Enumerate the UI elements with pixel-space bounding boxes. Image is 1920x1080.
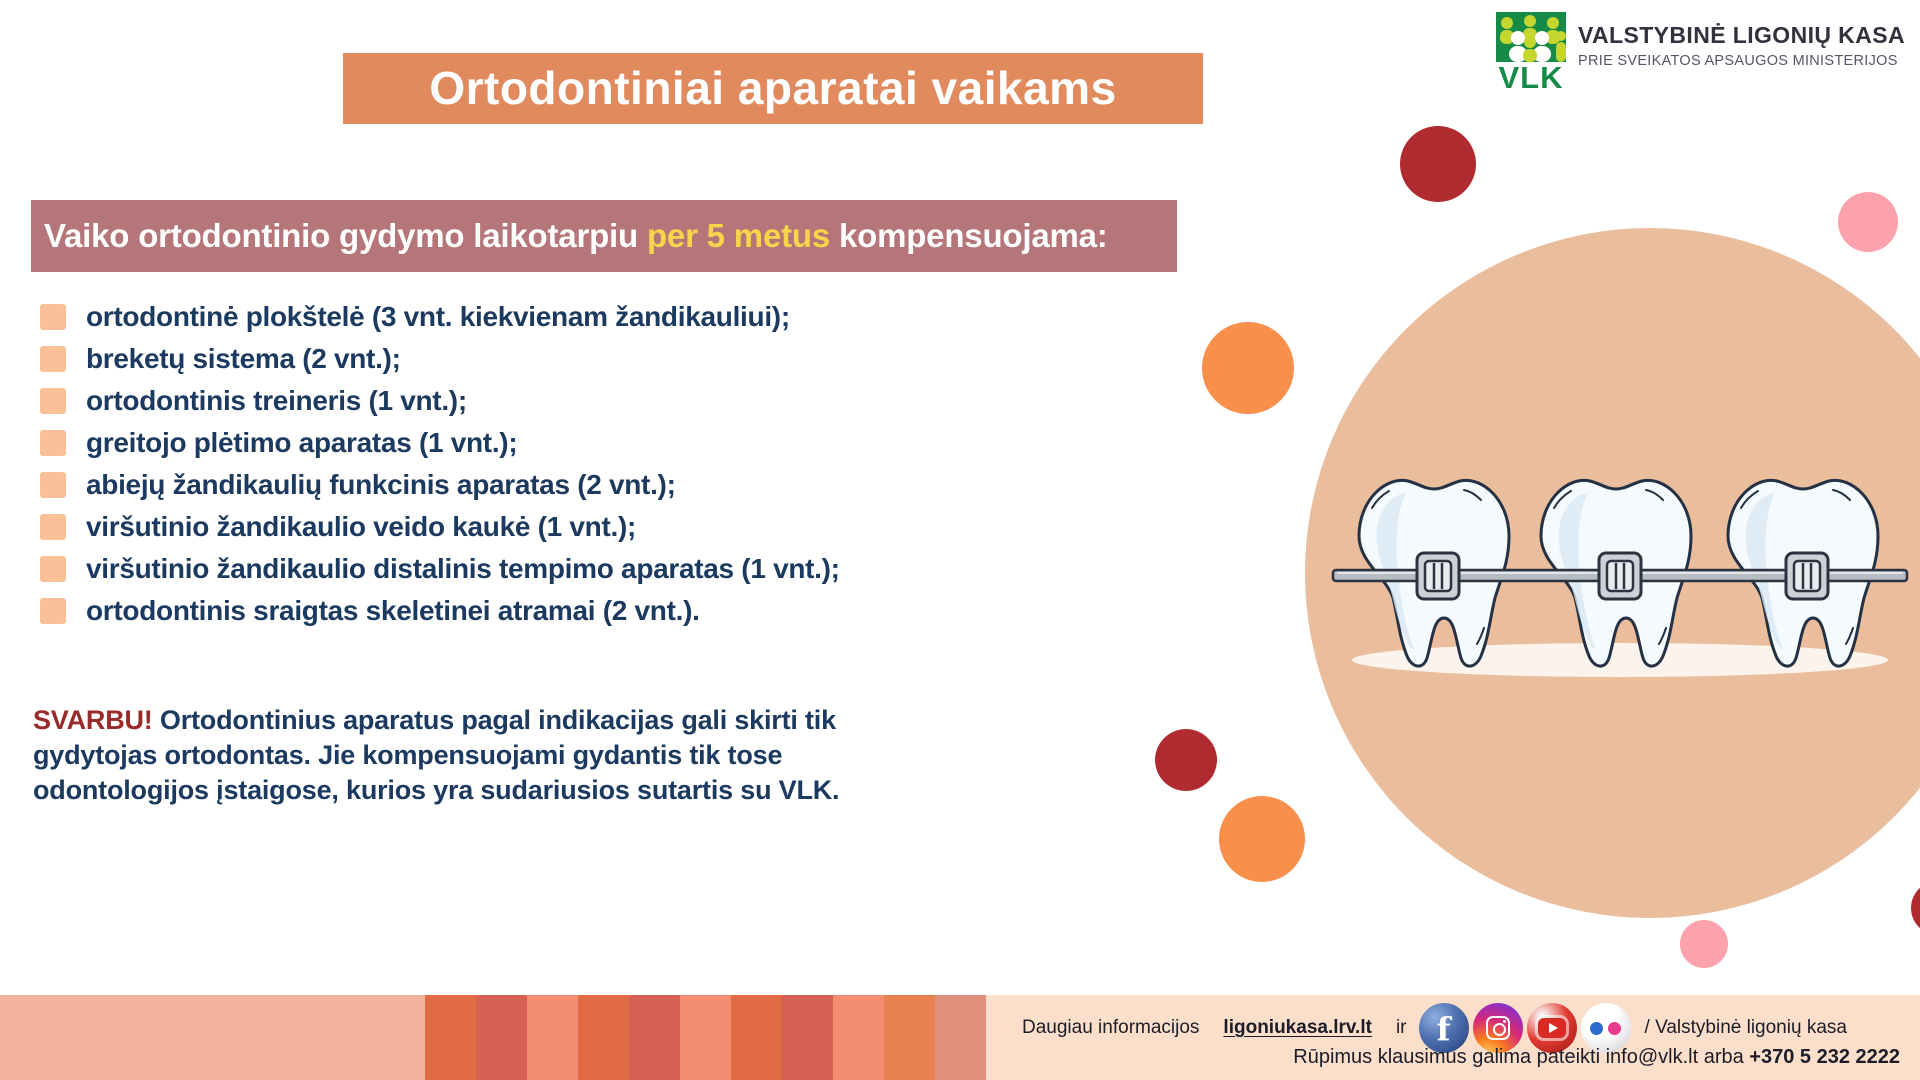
section-banner (31, 200, 1177, 272)
square-bullet-icon (40, 556, 66, 582)
vlk-logo-abbr: VLK (1498, 60, 1564, 95)
footer-stripe (935, 995, 986, 1080)
list-item (40, 464, 840, 506)
footer-stripe (731, 995, 782, 1080)
list-item-label: ortodontinis sraigtas skeletinei atramai (2 vnt.). (86, 595, 700, 626)
list-item-label: greitojo plėtimo aparatas (1 vnt.); (86, 427, 518, 458)
footer-stripe (680, 995, 731, 1080)
square-bullet-icon (40, 430, 66, 456)
list-item (40, 380, 840, 422)
decor-dot-pink (1838, 192, 1898, 252)
footer-stripe (527, 995, 578, 1080)
footer-left-block (0, 995, 425, 1080)
footer-conjunction: ir (1395, 1017, 1407, 1038)
footer-stripe (476, 995, 527, 1080)
vlk-logo-subtitle: PRIE SVEIKATOS APSAUGOS MINISTERIJOS (1578, 53, 1898, 69)
list-item (40, 296, 840, 338)
footer-info-label: Daugiau informacijos (1022, 1017, 1200, 1038)
footer-contact-text: Rūpimus klausimus galima pateikti info@vlk.lt arba (1293, 1046, 1750, 1068)
important-text: Ortodontinius aparatus pagal indikacijas gali skirti tik gydytojas ortodontas. Jie kompensuojami gydantis tik tose odontologijos įstaigose, kurios yra sudariusios sutartis su VLK. (33, 705, 840, 805)
teeth-braces-illustration (1305, 418, 1920, 708)
decor-dot-orange (1219, 796, 1305, 882)
footer-contact-line (1293, 1046, 1900, 1069)
square-bullet-icon (40, 346, 66, 372)
footer-phone: +370 5 232 2222 (1749, 1046, 1900, 1068)
decor-dot-orange (1202, 322, 1294, 414)
banner-text-pre: Vaiko ortodontinio gydymo laikotarpiu (44, 217, 647, 254)
vlk-logo-emblem (1496, 12, 1566, 100)
decor-dot-dark-red (1400, 126, 1476, 202)
footer-stripe (782, 995, 833, 1080)
footer-stripe (884, 995, 935, 1080)
decor-dot-pink (1680, 920, 1728, 968)
list-item-label: breketų sistema (2 vnt.); (86, 343, 401, 374)
square-bullet-icon (40, 472, 66, 498)
footer-social-suffix: / Valstybinė ligonių kasa (1644, 1017, 1847, 1038)
square-bullet-icon (40, 304, 66, 330)
vlk-logo-title: VALSTYBINĖ LIGONIŲ KASA (1578, 22, 1905, 48)
banner-text-post: kompensuojama: (830, 217, 1108, 254)
page-title: Ortodontiniai aparatai vaikams (343, 53, 1203, 124)
list-item-label: ortodontinė plokštelė (3 vnt. kiekvienam žandikauliui); (86, 301, 790, 332)
list-item (40, 338, 840, 380)
footer-stripe (833, 995, 884, 1080)
important-note (33, 703, 933, 808)
list-item (40, 548, 840, 590)
footer-stripes (425, 995, 986, 1080)
square-bullet-icon (40, 514, 66, 540)
list-item-label: abiejų žandikaulių funkcinis aparatas (2 vnt.); (86, 469, 676, 500)
teeth-shadow (1352, 643, 1888, 677)
footer-stripe (629, 995, 680, 1080)
decor-dot-dark-red (1911, 881, 1920, 935)
footer-stripe (425, 995, 476, 1080)
list-item-label: viršutinio žandikaulio distalinis tempimo aparatas (1 vnt.); (86, 553, 840, 584)
list-item (40, 422, 840, 464)
list-item-label: viršutinio žandikaulio veido kaukė (1 vnt.); (86, 511, 637, 542)
footer-stripe (578, 995, 629, 1080)
facebook-icon[interactable]: f (1419, 1003, 1469, 1053)
list-item (40, 590, 840, 632)
banner-text-highlight: per 5 metus (646, 217, 830, 254)
decor-dot-dark-red (1155, 729, 1217, 791)
footer-website-link[interactable]: ligoniukasa.lrv.lt (1223, 1017, 1372, 1038)
list-item-label: ortodontinis treineris (1 vnt.); (86, 385, 467, 416)
vlk-people-icon (1496, 12, 1566, 62)
square-bullet-icon (40, 598, 66, 624)
list-item (40, 506, 840, 548)
vlk-logo (1496, 12, 1905, 100)
important-label: SVARBU! (33, 705, 153, 735)
benefits-list (40, 296, 840, 632)
square-bullet-icon (40, 388, 66, 414)
